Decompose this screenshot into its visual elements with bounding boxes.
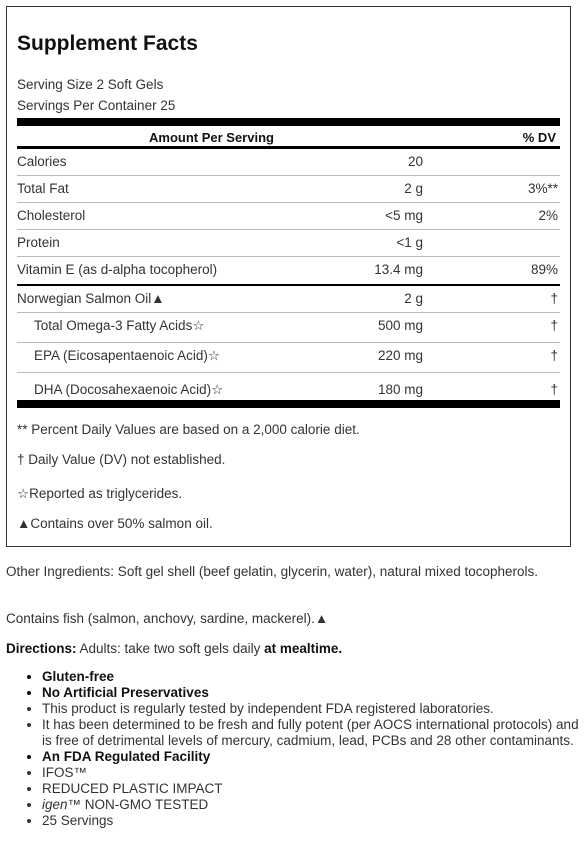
serving-size: Serving Size 2 Soft Gels <box>17 77 164 92</box>
nutrient-name: Total Fat <box>17 181 69 196</box>
facts-title: Supplement Facts <box>17 32 198 55</box>
nutrient-amount: <5 mg <box>385 208 423 223</box>
nutrient-name: Vitamin E (as d-alpha tocopherol) <box>17 262 218 277</box>
igen-mark: igen <box>42 797 68 812</box>
list-item: • REDUCED PLASTIC IMPACT <box>42 781 582 797</box>
nutrient-amount: 180 mg <box>377 382 423 397</box>
list-item: • 25 Servings <box>42 813 582 829</box>
facts-row <box>17 313 560 343</box>
facts-row <box>17 257 560 284</box>
facts-row <box>17 230 560 257</box>
nutrient-name: Norwegian Salmon Oil▲ <box>17 291 165 306</box>
facts-row <box>17 286 560 313</box>
thick-divider-top <box>17 118 560 126</box>
allergen-statement: Contains fish (salmon, anchovy, sardine, mackerel).▲ <box>6 611 329 626</box>
nutrient-amount: 20 <box>407 154 423 169</box>
nutrient-amount: 500 mg <box>377 318 423 333</box>
nutrient-name: Protein <box>17 235 60 250</box>
list-item: • An FDA Regulated Facility <box>42 749 582 765</box>
list-item: • IFOS™ <box>42 765 582 781</box>
nutrient-amount: 2 g <box>404 181 423 196</box>
directions-emphasis: at mealtime. <box>264 641 343 656</box>
footnote-dv-not-established: † Daily Value (DV) not established. <box>17 452 226 467</box>
facts-row <box>17 373 560 403</box>
facts-row <box>17 149 560 176</box>
nutrient-amount: <1 g <box>396 235 423 250</box>
facts-row <box>17 343 560 373</box>
nutrient-dv: 3%** <box>527 181 558 196</box>
directions <box>6 641 566 657</box>
nutrient-dv: † <box>550 318 558 333</box>
nutrient-name: Total Omega-3 Fatty Acids☆ <box>34 318 205 333</box>
footnote-dv-basis: ** Percent Daily Values are based on a 2,000 calorie diet. <box>17 422 360 437</box>
list-item: • It has been determined to be fresh and fully potent (per AOCS international protocols) and is free of detrimental levels of mercury, cadmium, lead, PCBs and 28 other contaminants. <box>42 717 582 749</box>
list-item: • No Artificial Preservatives <box>42 685 582 701</box>
amount-per-serving-header: Amount Per Serving <box>149 130 274 145</box>
nutrient-name: DHA (Docosahexaenoic Acid)☆ <box>34 382 224 397</box>
list-item: • Gluten-free <box>42 669 582 685</box>
non-gmo-text: NON-GMO TESTED <box>84 797 209 812</box>
servings-per-container: Servings Per Container 25 <box>17 98 176 113</box>
nutrient-amount: 13.4 mg <box>374 262 423 277</box>
list-item <box>42 797 582 813</box>
nutrient-amount: 2 g <box>404 291 423 306</box>
nutrient-amount: 220 mg <box>377 348 423 363</box>
directions-text: Adults: take two soft gels daily <box>76 641 265 656</box>
nutrient-name: EPA (Eicosapentaenoic Acid)☆ <box>34 348 220 363</box>
nutrient-dv: † <box>550 382 558 397</box>
igen-tm: ™ <box>67 797 85 812</box>
footnote-salmon-oil: ▲Contains over 50% salmon oil. <box>17 516 213 531</box>
other-ingredients: Other Ingredients: Soft gel shell (beef gelatin, glycerin, water), natural mixed tocopherols. <box>6 564 539 579</box>
footnote-triglycerides: ☆Reported as triglycerides. <box>17 486 183 501</box>
facts-row <box>17 203 560 230</box>
facts-row <box>17 176 560 203</box>
feature-list <box>6 669 582 829</box>
nutrient-name: Calories <box>17 154 67 169</box>
list-item: • This product is regularly tested by independent FDA registered laboratories. <box>42 701 582 717</box>
supplement-facts-panel <box>6 6 571 547</box>
nutrient-dv: † <box>550 291 558 306</box>
nutrient-dv: 89% <box>530 262 558 277</box>
directions-label: Directions: <box>6 641 77 656</box>
dv-header: % DV <box>522 130 556 145</box>
nutrient-dv: † <box>550 348 558 363</box>
thick-divider-bottom <box>17 400 560 408</box>
nutrient-name: Cholesterol <box>17 208 86 223</box>
nutrient-dv: 2% <box>538 208 558 223</box>
